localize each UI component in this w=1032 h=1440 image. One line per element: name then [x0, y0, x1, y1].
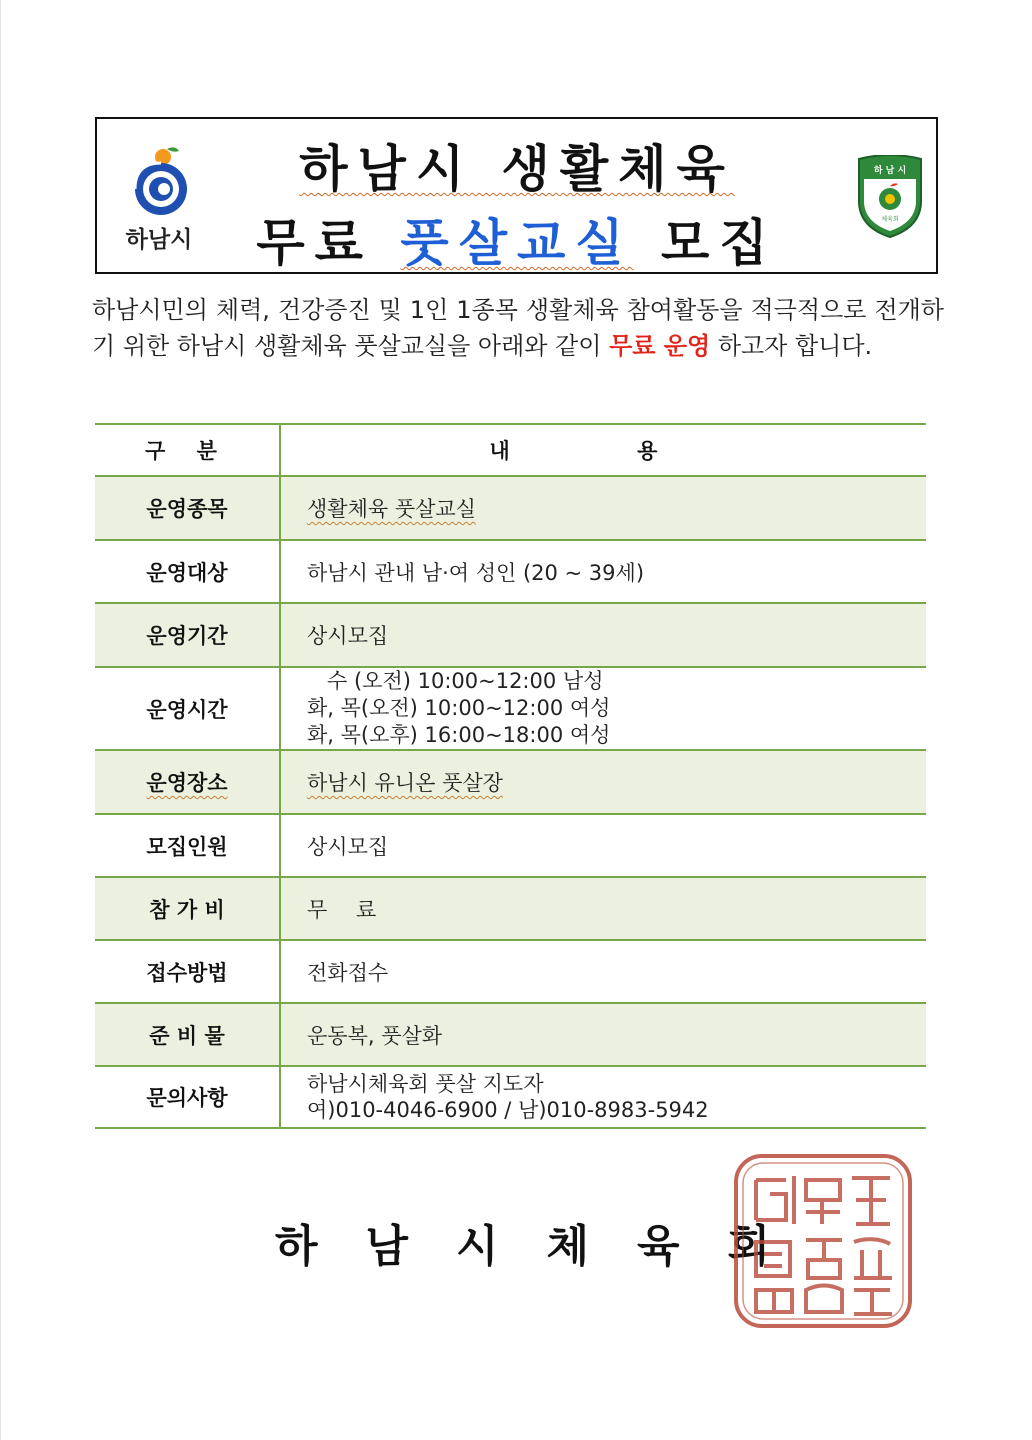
table-row	[95, 603, 926, 667]
contact-line: 하남시체육회 풋살 지도자	[307, 1072, 544, 1096]
hanam-emblem-icon	[109, 145, 209, 221]
row-value: 무 료	[280, 877, 926, 940]
official-seal-icon	[730, 1150, 916, 1332]
row-key: 운영종목	[95, 476, 280, 540]
row-value: 전화접수	[280, 940, 926, 1003]
row-value: 상시모집	[280, 814, 926, 877]
title-line-1	[217, 129, 817, 201]
emblem-top-text: 하 남 시	[873, 166, 907, 176]
row-value: 운동복, 풋살화	[280, 1003, 926, 1066]
row-key: 모집인원	[95, 814, 280, 877]
table-header-key: 구 분	[95, 424, 280, 476]
row-value: 생활체육 풋살교실	[280, 476, 926, 540]
row-key: 운영대상	[95, 540, 280, 603]
shield-icon	[855, 155, 925, 239]
schedule-line: 화, 목(오전) 10:00~12:00 여성	[307, 696, 611, 720]
row-key: 준 비 물	[95, 1003, 280, 1066]
emblem-bottom-text: 체육회	[881, 216, 899, 223]
row-value: 하남시 관내 남·여 성인 (20 ~ 39세)	[280, 540, 926, 603]
header-box	[95, 117, 938, 274]
table-row	[95, 1066, 926, 1128]
title-futsal: 풋살교실	[400, 214, 634, 272]
row-value: 하남시 유니온 풋살장	[280, 750, 926, 814]
row-key: 운영기간	[95, 603, 280, 667]
info-table	[95, 423, 926, 1129]
table-row	[95, 476, 926, 540]
intro-text: 하남시민의 체력, 건강증진 및 1인 1종목 생활체육 참여활동을 적극적으로 전개하기 위한 하남시 생활체육 풋살교실을 아래와 같이	[92, 296, 944, 360]
intro-highlight: 무료 운영	[609, 332, 711, 360]
row-key: 운영시간	[95, 667, 280, 750]
row-value: 상시모집	[280, 603, 926, 667]
hanam-city-logo	[109, 145, 209, 255]
table-header-value: 내 용	[280, 424, 926, 476]
logo-text: 하남시	[125, 227, 193, 253]
row-key: 문의사항	[95, 1066, 280, 1128]
table-row	[95, 750, 926, 814]
schedule-line: 수 (오전) 10:00~12:00 남성	[327, 669, 604, 693]
organization-name: 하남시체육회	[275, 1221, 819, 1272]
title-line-2	[217, 203, 817, 275]
schedule-line: 화, 목(오후) 16:00~18:00 여성	[307, 723, 611, 747]
intro-paragraph	[92, 292, 944, 364]
table-row	[95, 814, 926, 877]
table-row	[95, 940, 926, 1003]
row-value	[280, 667, 926, 750]
title-free: 무료	[256, 214, 373, 272]
intro-text-end: 하고자 합니다.	[710, 332, 873, 360]
row-key: 운영장소	[95, 750, 280, 814]
contact-line: 여)010-4046-6900 / 남)010-8983-5942	[307, 1098, 709, 1122]
row-key: 참 가 비	[95, 877, 280, 940]
sports-council-emblem	[855, 155, 925, 239]
row-key: 접수방법	[95, 940, 280, 1003]
table-row	[95, 877, 926, 940]
table-header-row	[95, 424, 926, 476]
title-recruit: 모집	[661, 214, 778, 272]
table-row	[95, 1003, 926, 1066]
row-value	[280, 1066, 926, 1128]
table-row	[95, 540, 926, 603]
table-row	[95, 667, 926, 750]
title-main: 하남시 생활체육	[299, 140, 735, 198]
